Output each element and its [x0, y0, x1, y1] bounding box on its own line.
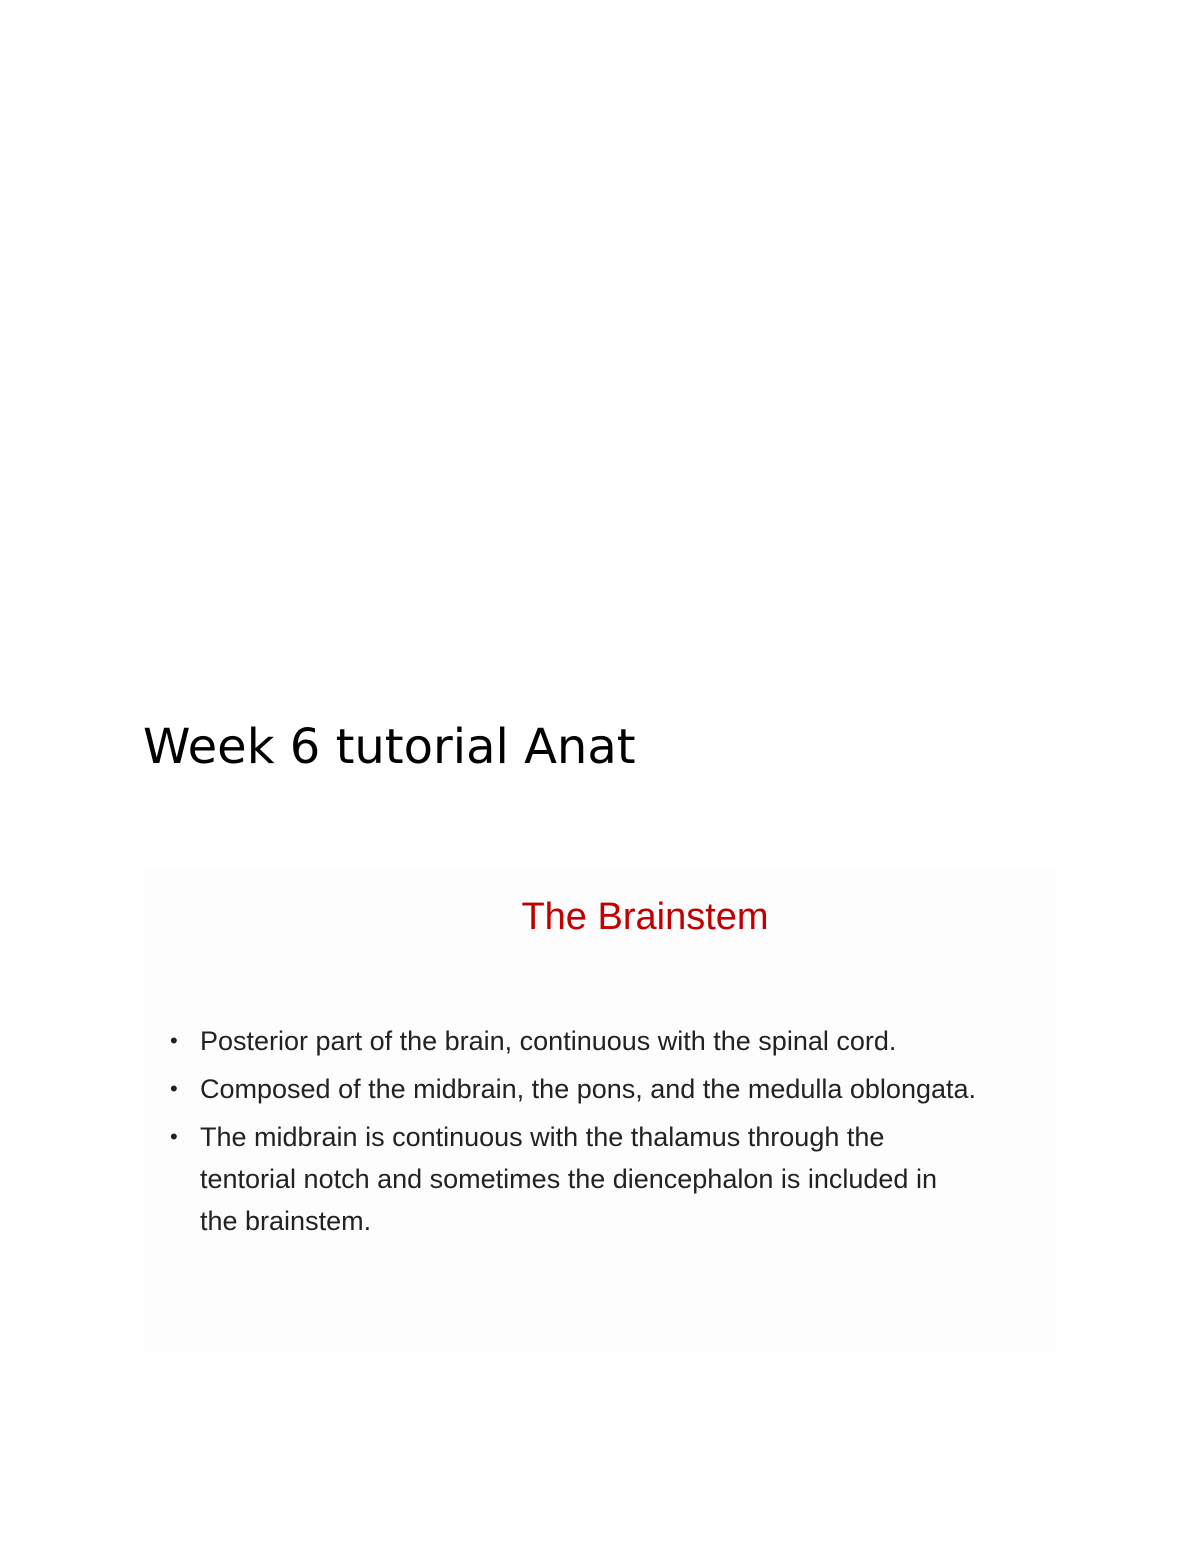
bullet-item: [164, 1116, 980, 1242]
bullet-list: [164, 1020, 1044, 1248]
bullet-item: [164, 1068, 980, 1110]
bullet-icon: •: [170, 1076, 178, 1101]
bullet-text: The midbrain is continuous with the thalamus through the tentorial notch and sometimes the diencephalon is included in the brainstem.: [200, 1122, 937, 1236]
bullet-text: Composed of the midbrain, the pons, and the medulla oblongata.: [200, 1074, 977, 1104]
slide-title: The Brainstem: [521, 896, 769, 938]
bullet-item: [164, 1020, 1040, 1062]
bullet-icon: •: [170, 1028, 178, 1053]
bullet-text: Posterior part of the brain, continuous with the spinal cord.: [200, 1026, 897, 1056]
document-title: Week 6 tutorial Anat: [143, 719, 636, 775]
bullet-icon: •: [170, 1124, 178, 1149]
slide-image: [144, 870, 1056, 1352]
